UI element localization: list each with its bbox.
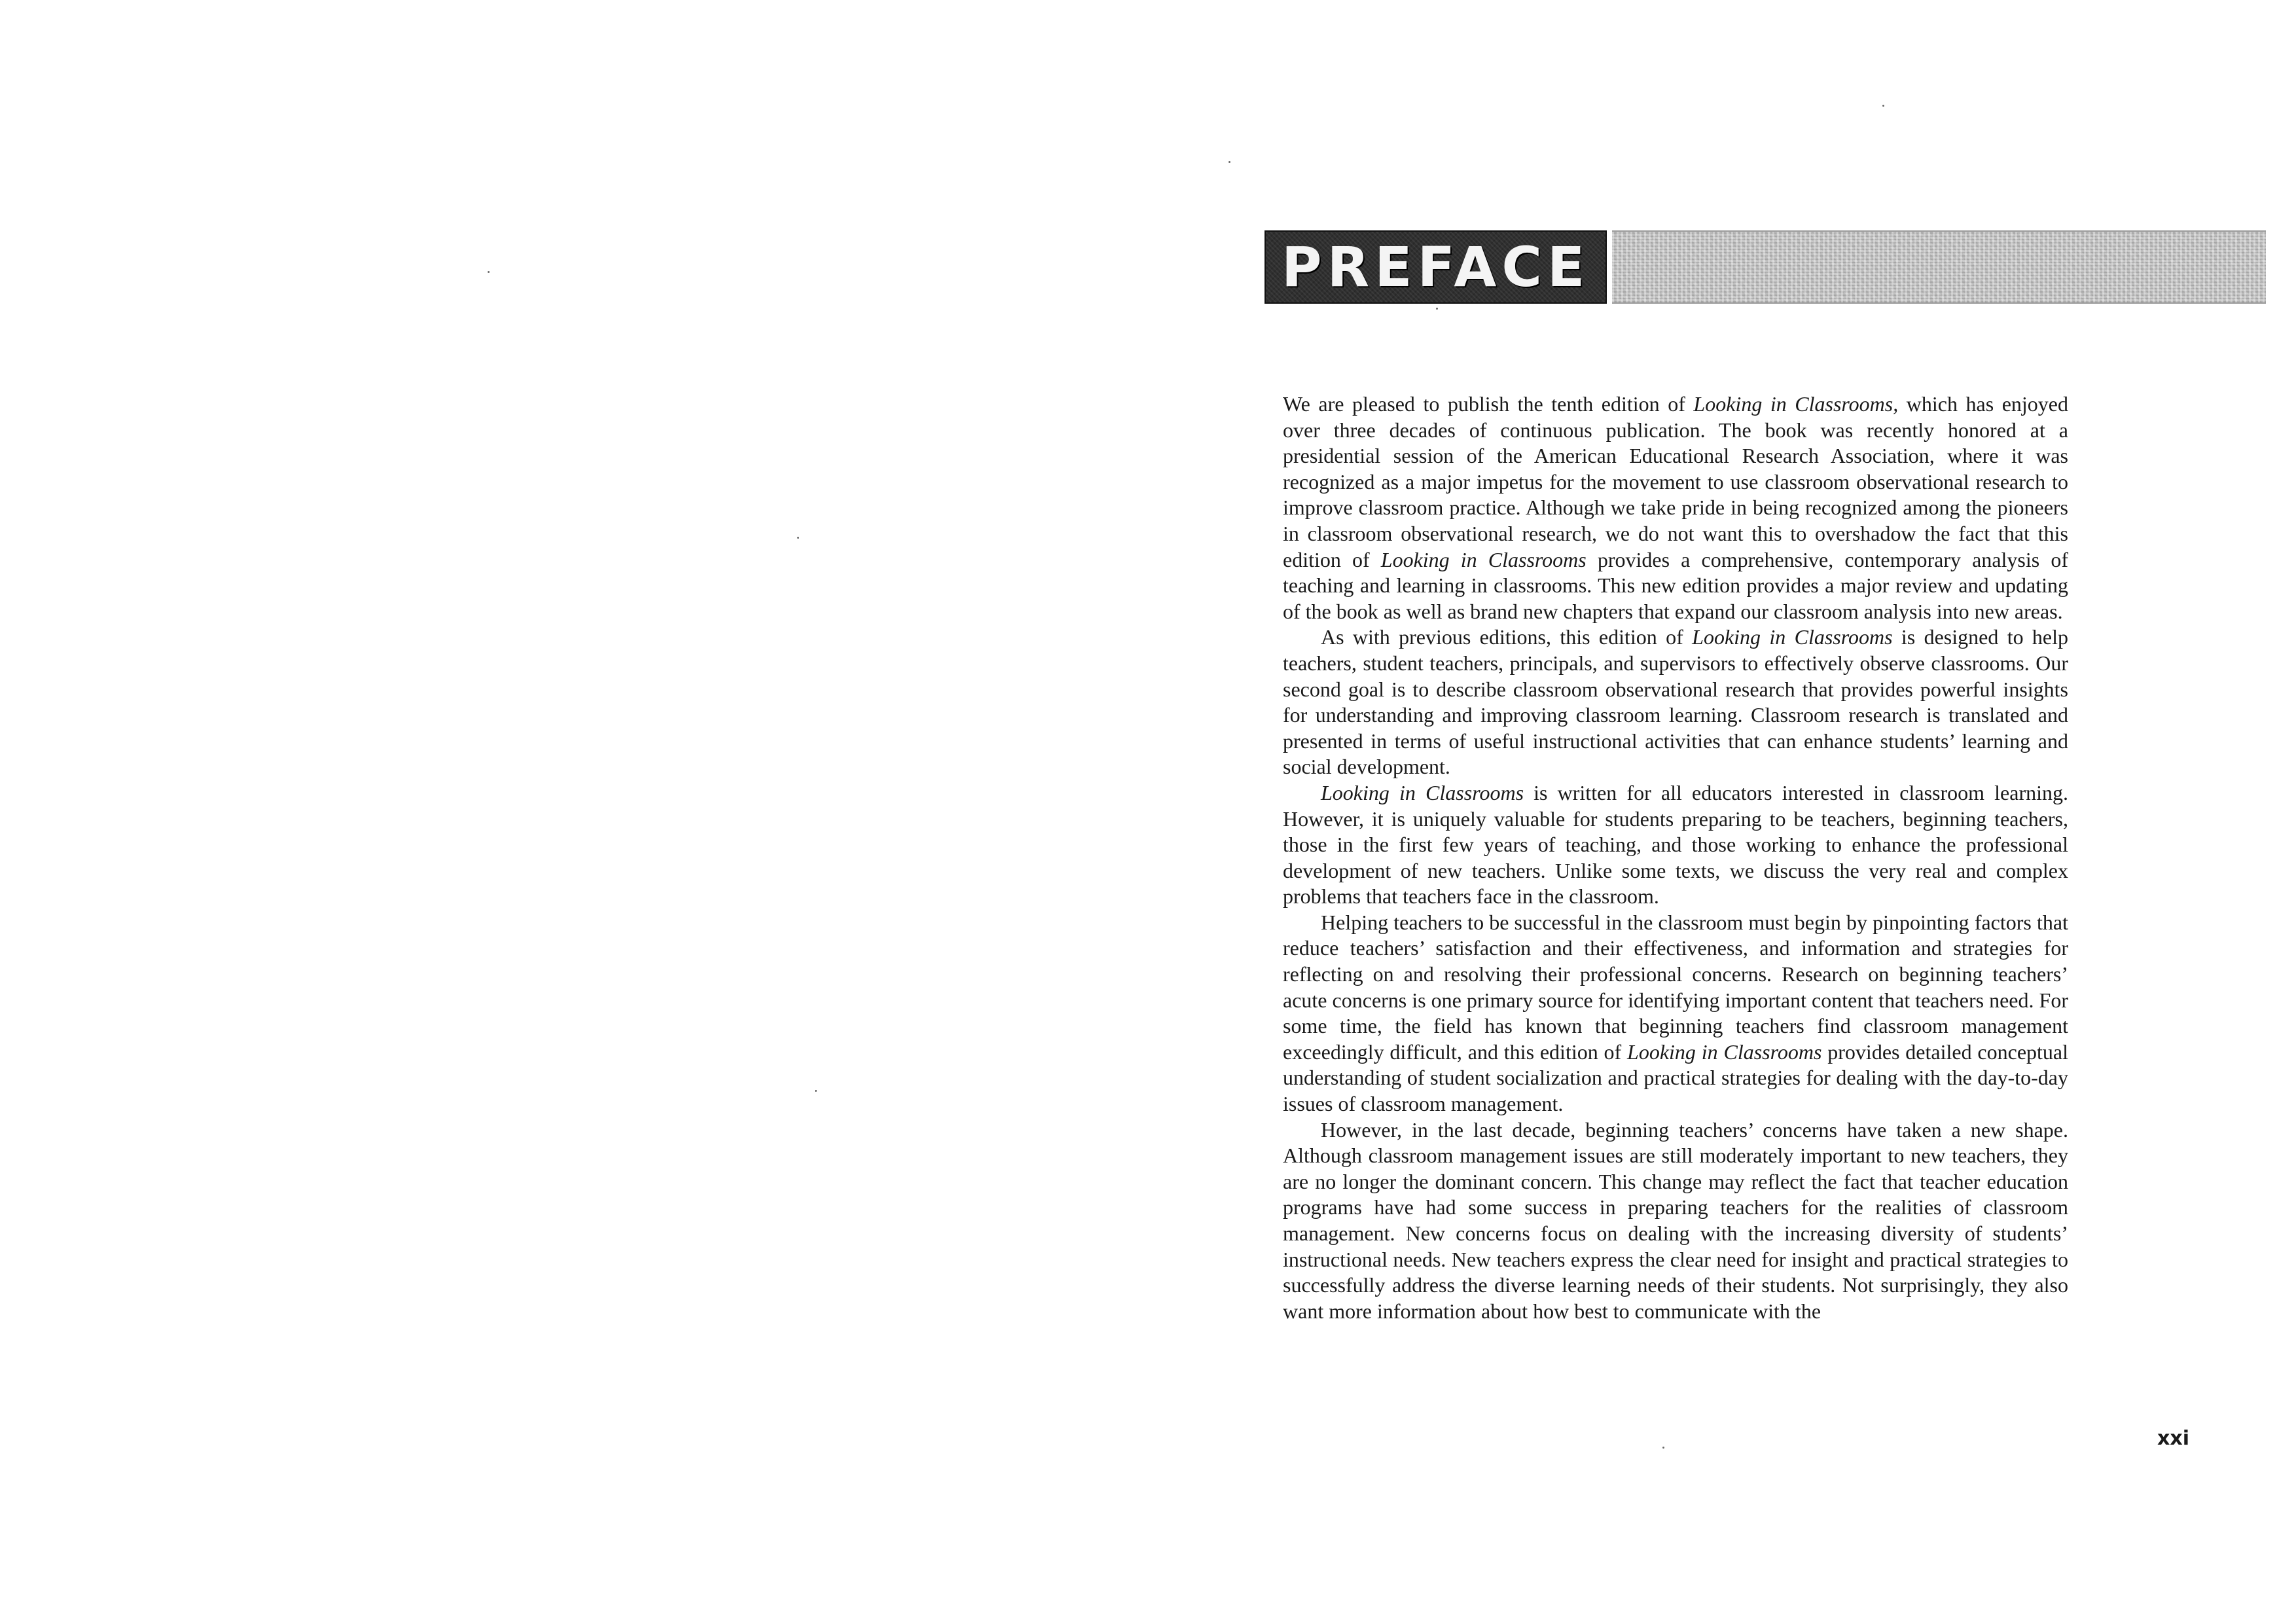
paragraph-text: Helping teachers to be successful in the classroom must begin by pinpointing factors that reduce teachers’ satisfaction and their effectiveness, and information and strategies for reflecting on and resolving their professional concerns. Research on beginning teachers’ acute concerns is one primary source for identifying important content that teachers need. For some time, the field has known that beginning teachers find classroom management exceedingly difficult, and this edition of — [1283, 910, 2068, 1064]
scan-speck — [1229, 161, 1230, 163]
preface-body — [1283, 391, 2068, 1324]
paragraph — [1283, 910, 2068, 1117]
paragraph — [1283, 1117, 2068, 1325]
italic-title-text: Looking in Classrooms — [1380, 547, 1587, 571]
italic-title-text: Looking in Classrooms — [1627, 1039, 1822, 1064]
scan-speck — [797, 537, 799, 539]
scan-speck — [1882, 105, 1884, 107]
paragraph-text: However, in the last decade, beginning teachers’ concerns have taken a new shape. Although classroom management issues are still moderately important to new teachers, they are no longer the dominant concern. This change may reflect the fact that teacher education programs have had some success in preparing teachers for the realities of classroom management. New concerns focus on dealing with the increasing diversity of students’ instructional needs. New teachers express the clear need for insight and practical strategies to successfully address the diverse learning needs of their students. Not surprisingly, they also want more information about how best to communicate with the — [1283, 1117, 2068, 1323]
preface-header — [1265, 230, 2266, 304]
italic-title-text: Looking in Classrooms, — [1693, 392, 1899, 416]
preface-label-box — [1265, 230, 1607, 304]
paragraph — [1283, 780, 2068, 910]
scan-speck — [815, 1090, 817, 1092]
page-number: xxi — [2157, 1427, 2189, 1450]
italic-title-text: Looking in Classrooms — [1692, 625, 1893, 649]
paragraph-text: provides a comprehensive, contemporary analysis of teaching and learning in classrooms. This new edition provides a major review and updating of the book as well as brand new chapters that expand our classroom analysis into new areas. — [1283, 547, 2069, 623]
paragraph-text: is written for all educators interested in classroom learning. However, it is uniquely valuable for students preparing to be teachers, beginning teachers, those in the first few years of teaching, and those working to enhance the professional development of new teachers. Unlike some texts, we discuss the very real and complex problems that teachers face in the classroom. — [1283, 780, 2069, 909]
paragraph-text: which has enjoyed over three decades of continuous publication. The book was recently honored at a presidential session of the American Educational Research Association, where it was recognized as a major impetus for the movement to use classroom observational research to improve classroom practice. Although we take pride in being recognized among the pioneers in classroom observational research, we do not want this to overshadow the fact that this edition of — [1283, 392, 2069, 571]
italic-title-text: Looking in Classrooms — [1321, 780, 1524, 804]
header-texture-bar — [1612, 230, 2266, 304]
paragraph — [1283, 624, 2068, 780]
page-title: PREFACE — [1282, 235, 1590, 299]
paragraph-text: We are pleased to publish the tenth edition of — [1283, 392, 1694, 416]
scan-speck — [1436, 308, 1438, 310]
scan-speck — [1662, 1447, 1664, 1449]
paragraph-text: provides detailed conceptual understanding of student socialization and practical strategies for dealing with the day-to-day issues of classroom management. — [1283, 1039, 2068, 1116]
scan-speck — [488, 271, 490, 273]
paragraph-text: As with previous editions, this edition of — [1321, 625, 1693, 649]
paragraph — [1283, 391, 2068, 624]
paragraph-text: is designed to help teachers, student teachers, principals, and supervisors to effectively observe classrooms. Our second goal is to describe classroom observational research that provides powerful insights for understanding and improving classroom learning. Classroom research is translated and presented in terms of useful instructional activities that can enhance students’ learning and social development. — [1283, 625, 2069, 779]
